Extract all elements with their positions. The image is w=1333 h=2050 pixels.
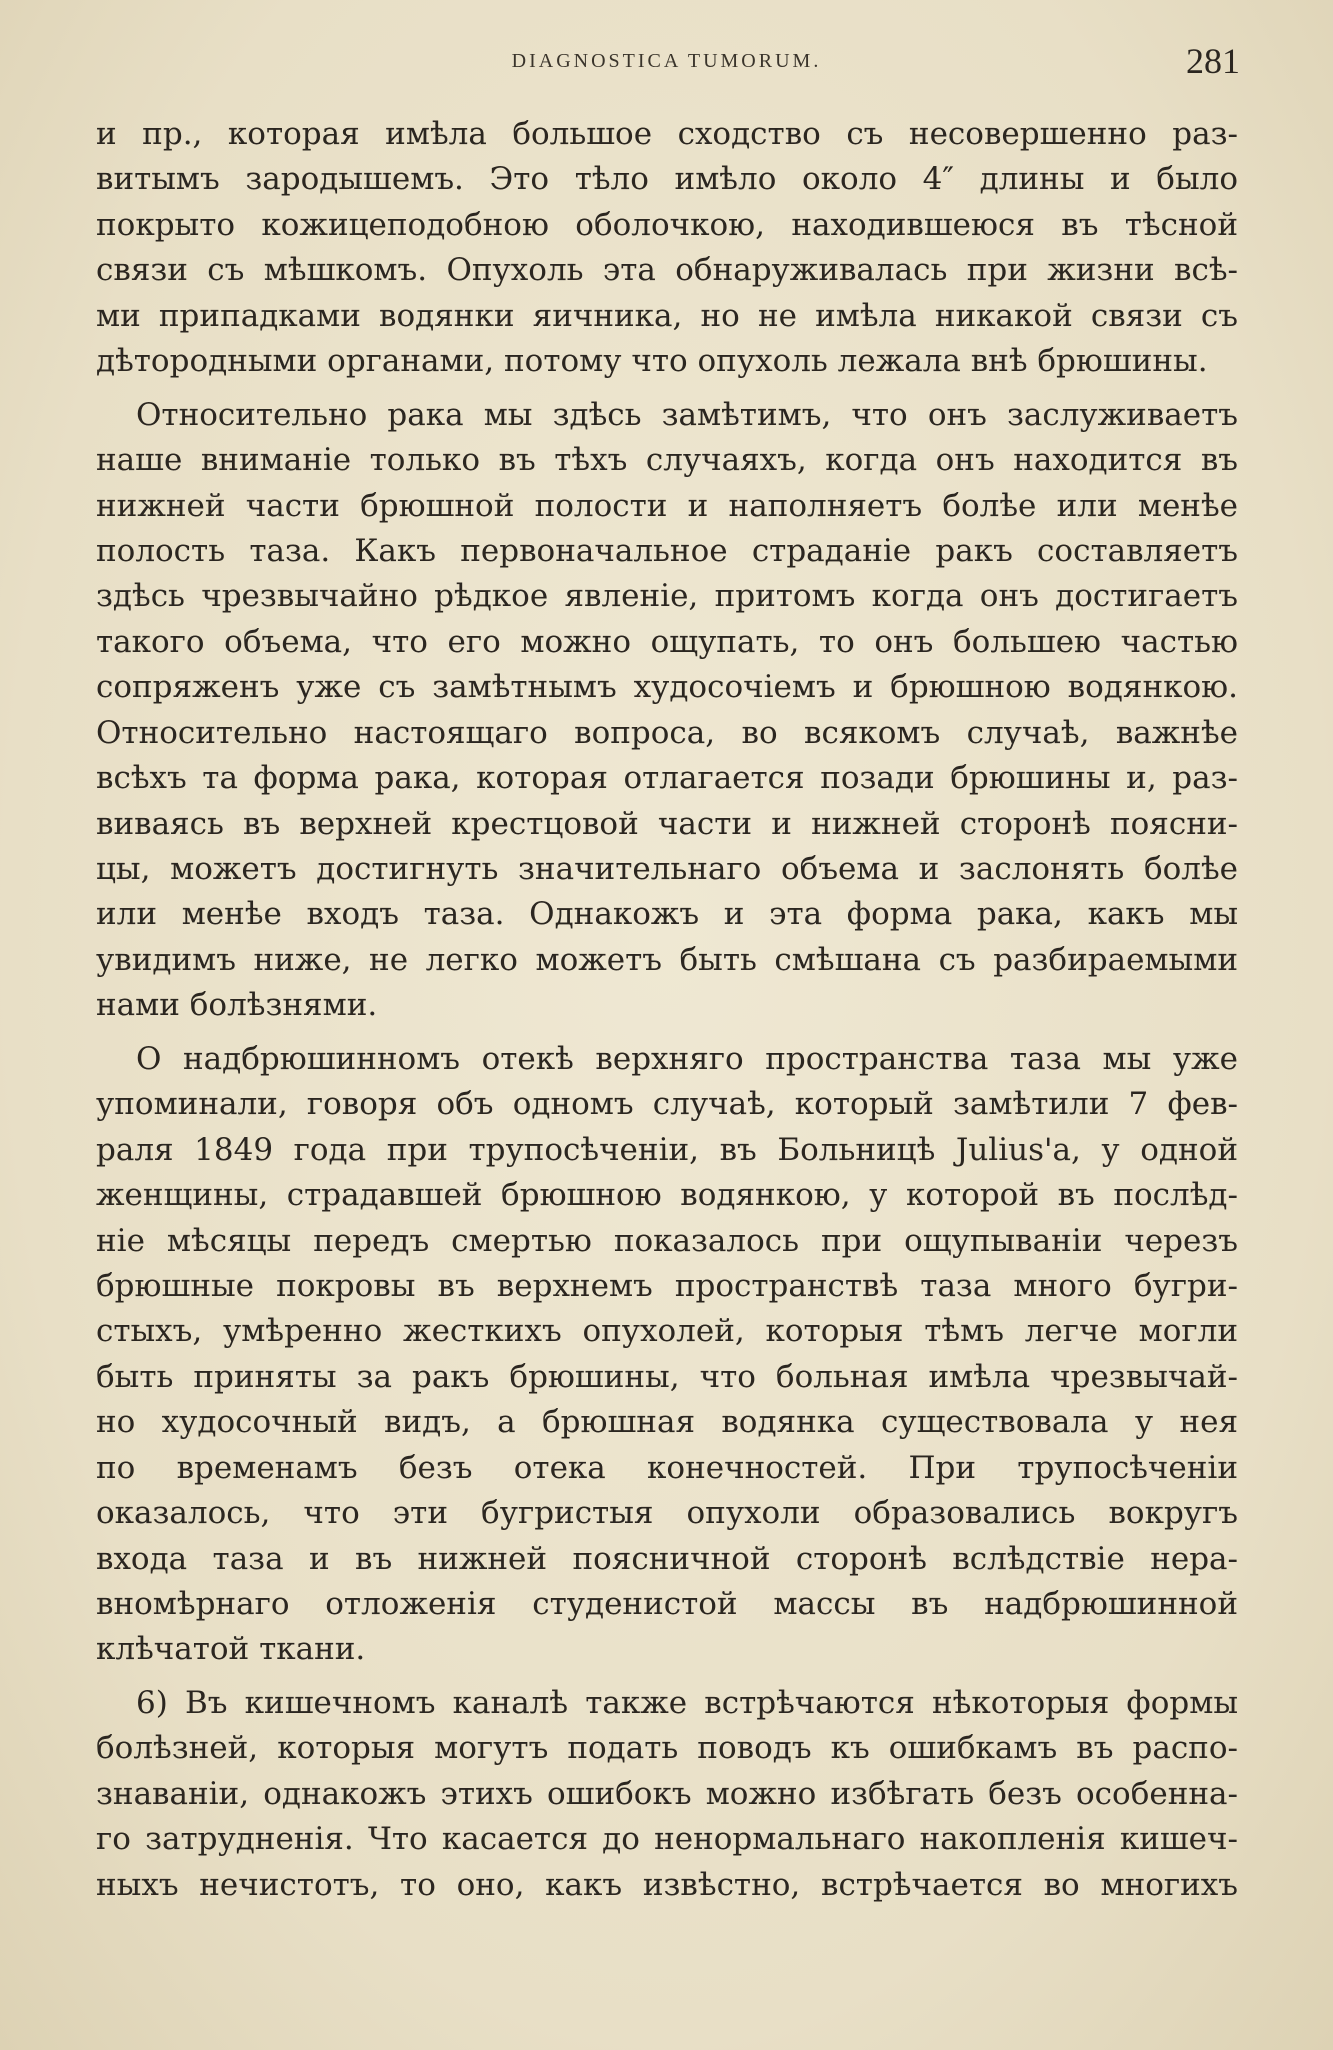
text-line: но худосочный видъ, а брюшная водянка существовала у нея <box>96 1404 1238 1441</box>
text-line: ми припадками водянки яичника, но не имѣла никакой связи съ <box>96 297 1238 334</box>
text-line: женщины, страдавшей брюшною водянкою, у которой въ послѣд- <box>96 1177 1238 1214</box>
text-line: 6) Въ кишечномъ каналѣ также встрѣчаются нѣкоторыя формы <box>136 1684 1238 1721</box>
running-title: DIAGNOSTICA TUMORUM. <box>511 50 822 72</box>
text-line: по временамъ безъ отека конечностей. При трупосѣченіи <box>96 1449 1238 1486</box>
paragraph <box>96 1681 1238 1908</box>
text-line: связи съ мѣшкомъ. Опухоль эта обнаруживалась при жизни всѣ- <box>96 252 1238 289</box>
paragraph-gap <box>96 385 1238 393</box>
text-line: вномѣрнаго отложенія студенистой массы въ надбрюшинной <box>96 1586 1238 1622</box>
text-line: нами болѣзнями. <box>96 987 378 1024</box>
text-line: виваясь въ верхней крестцовой части и нижней сторонѣ поясни- <box>96 805 1238 842</box>
running-head <box>0 40 1333 80</box>
text-line: полость таза. Какъ первоначальное страданіе ракъ составляетъ <box>96 532 1238 569</box>
text-line: цы, можетъ достигнуть значительнаго объема и заслонять болѣе <box>96 851 1238 887</box>
text-line: или менѣе входъ таза. Однакожъ и эта форма рака, какъ мы <box>96 896 1238 933</box>
text-line: быть приняты за ракъ брюшины, что больная имѣла чрезвычай- <box>96 1358 1238 1395</box>
paragraph <box>96 112 1238 385</box>
text-line: го затрудненія. Что касается до ненормальнаго накопленія кишеч- <box>96 1821 1238 1858</box>
text-line: такого объема, что его можно ощупать, то онъ большею частью <box>96 623 1238 660</box>
text-line: упоминали, говоря объ одномъ случаѣ, который замѣтили 7 фев- <box>96 1086 1238 1123</box>
text-line: ніе мѣсяцы передъ смертью показалось при ощупываніи черезъ <box>96 1222 1238 1259</box>
page-number: 281 <box>1186 41 1240 81</box>
text-line: болѣзней, которыя могутъ подать поводъ къ ошибкамъ въ распо- <box>96 1730 1238 1767</box>
text-line: сопряженъ уже съ замѣтнымъ худосочіемъ и брюшною водянкою. <box>96 669 1238 706</box>
text-line: знаваніи, однакожъ этихъ ошибокъ можно избѣгать безъ особенна- <box>96 1775 1238 1812</box>
text-line: брюшные покровы въ верхнемъ пространствѣ таза много бугри- <box>96 1267 1238 1304</box>
text-line: входа таза и въ нижней поясничной сторонѣ вслѣдствіе нера- <box>96 1540 1238 1577</box>
text-line: оказалось, что эти бугристыя опухоли образовались вокругъ <box>96 1495 1238 1532</box>
text-line: и пр., которая имѣла большое сходство съ несовершенно раз- <box>96 116 1238 152</box>
text-line: ныхъ нечистотъ, то оно, какъ извѣстно, встрѣчается во многихъ <box>96 1866 1238 1903</box>
text-line: нижней части брюшной полости и наполняетъ болѣе или менѣе <box>96 487 1238 524</box>
text-line: О надбрюшинномъ отекѣ верхняго пространства таза мы уже <box>136 1040 1238 1077</box>
text-line: дѣторoдными органами, потому что опухоль лежала внѣ брюшины. <box>96 343 1208 380</box>
text-line: витымъ зародышемъ. Это тѣло имѣло около 4″ длины и было <box>96 161 1238 198</box>
paragraph <box>96 1037 1238 1673</box>
text-line: здѣсь чрезвычайно рѣдкое явленіе, притомъ когда онъ достигаетъ <box>96 578 1238 615</box>
body-text <box>96 112 1238 1908</box>
text-line: наше вниманіе только въ тѣхъ случаяхъ, когда онъ находится въ <box>96 442 1238 479</box>
paragraph-gap <box>96 1673 1238 1681</box>
text-line: всѣхъ та форма рака, которая отлагается позади брюшины и, раз- <box>96 760 1238 797</box>
paragraph-gap <box>96 1029 1238 1037</box>
text-line: Относительно рака мы здѣсь замѣтимъ, что онъ заслуживаетъ <box>136 396 1238 433</box>
text-line: покрыто кожицеподобною оболочкою, находившеюся въ тѣсной <box>96 206 1238 243</box>
text-line: стыхъ, умѣренно жесткихъ опухолей, которыя тѣмъ легче могли <box>96 1313 1238 1350</box>
text-line: раля 1849 года при трупосѣченіи, въ Больницѣ Julius'a, у одной <box>96 1131 1238 1168</box>
text-line: Относительно настоящаго вопроса, во всякомъ случаѣ, важнѣе <box>96 714 1238 751</box>
text-line: клѣчатой ткани. <box>96 1631 366 1668</box>
text-line: увидимъ ниже, не легко можетъ быть смѣшана съ разбираемыми <box>96 941 1238 978</box>
paragraph <box>96 393 1238 1029</box>
